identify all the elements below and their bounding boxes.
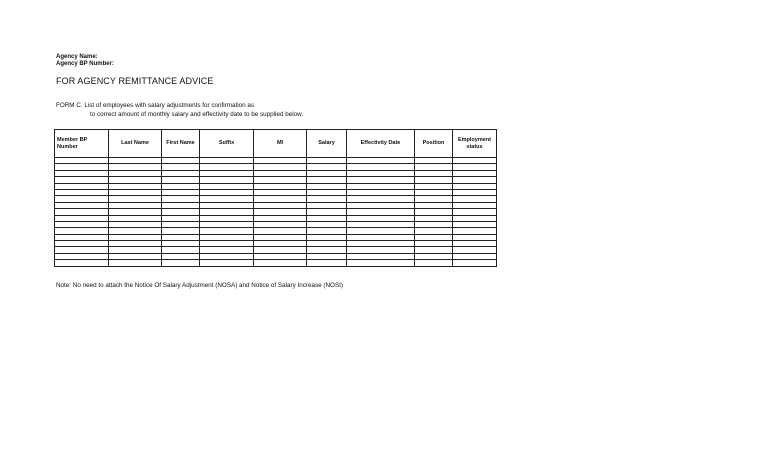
- column-header-text: Suffix: [218, 140, 235, 146]
- column-header-text: Number: [57, 143, 78, 150]
- column-header-text: Employment: [457, 136, 491, 143]
- table-cell: [453, 260, 497, 266]
- column-header-text: Last Name: [121, 140, 149, 146]
- form-description-line2: to correct amount of monthly salary and effectivity date to be supplied below.: [90, 111, 304, 118]
- table-cell: [307, 260, 347, 266]
- agency-name-label: Agency Name:: [56, 54, 98, 60]
- form-title: FOR AGENCY REMITTANCE ADVICE: [56, 76, 214, 86]
- table-cell: [347, 260, 415, 266]
- table-cell: [55, 260, 109, 266]
- column-header-salary: [307, 130, 347, 158]
- column-header-suffix: [200, 130, 254, 158]
- form-description-line1: FORM C. List of employees with salary adjustments for confirmation as: [56, 102, 255, 109]
- column-header-mi: [254, 130, 307, 158]
- column-header-position: [415, 130, 453, 158]
- note-text: Note: No need to attach the Notice Of Salary Adjustment (NOSA) and Notice of Salary Increase (NOSI): [56, 282, 343, 289]
- remittance-table: [54, 129, 497, 267]
- column-header-first-name: [162, 130, 200, 158]
- table-row: [55, 260, 497, 266]
- column-header-member-bp-number: [55, 130, 109, 158]
- table-cell: [254, 260, 307, 266]
- table-cell: [162, 260, 200, 266]
- column-header-text: Salary: [318, 140, 335, 146]
- column-header-text: First Name: [166, 140, 195, 146]
- table-cell: [415, 260, 453, 266]
- column-header-text: Position: [422, 140, 445, 146]
- table-cell: [200, 260, 254, 266]
- column-header-effectivity-date: [347, 130, 415, 158]
- table-cell: [109, 260, 162, 266]
- column-header-text: status: [466, 143, 483, 150]
- column-header-text: Effectivity Date: [360, 140, 401, 146]
- column-header-last-name: [109, 130, 162, 158]
- table-header-row: [55, 130, 497, 158]
- agency-bp-number-label: Agency BP Number:: [56, 61, 114, 67]
- column-header-text: MI: [276, 140, 284, 146]
- column-header-text: Member BP: [57, 136, 88, 143]
- table-body: [55, 158, 497, 267]
- column-header-employment-status: [453, 130, 497, 158]
